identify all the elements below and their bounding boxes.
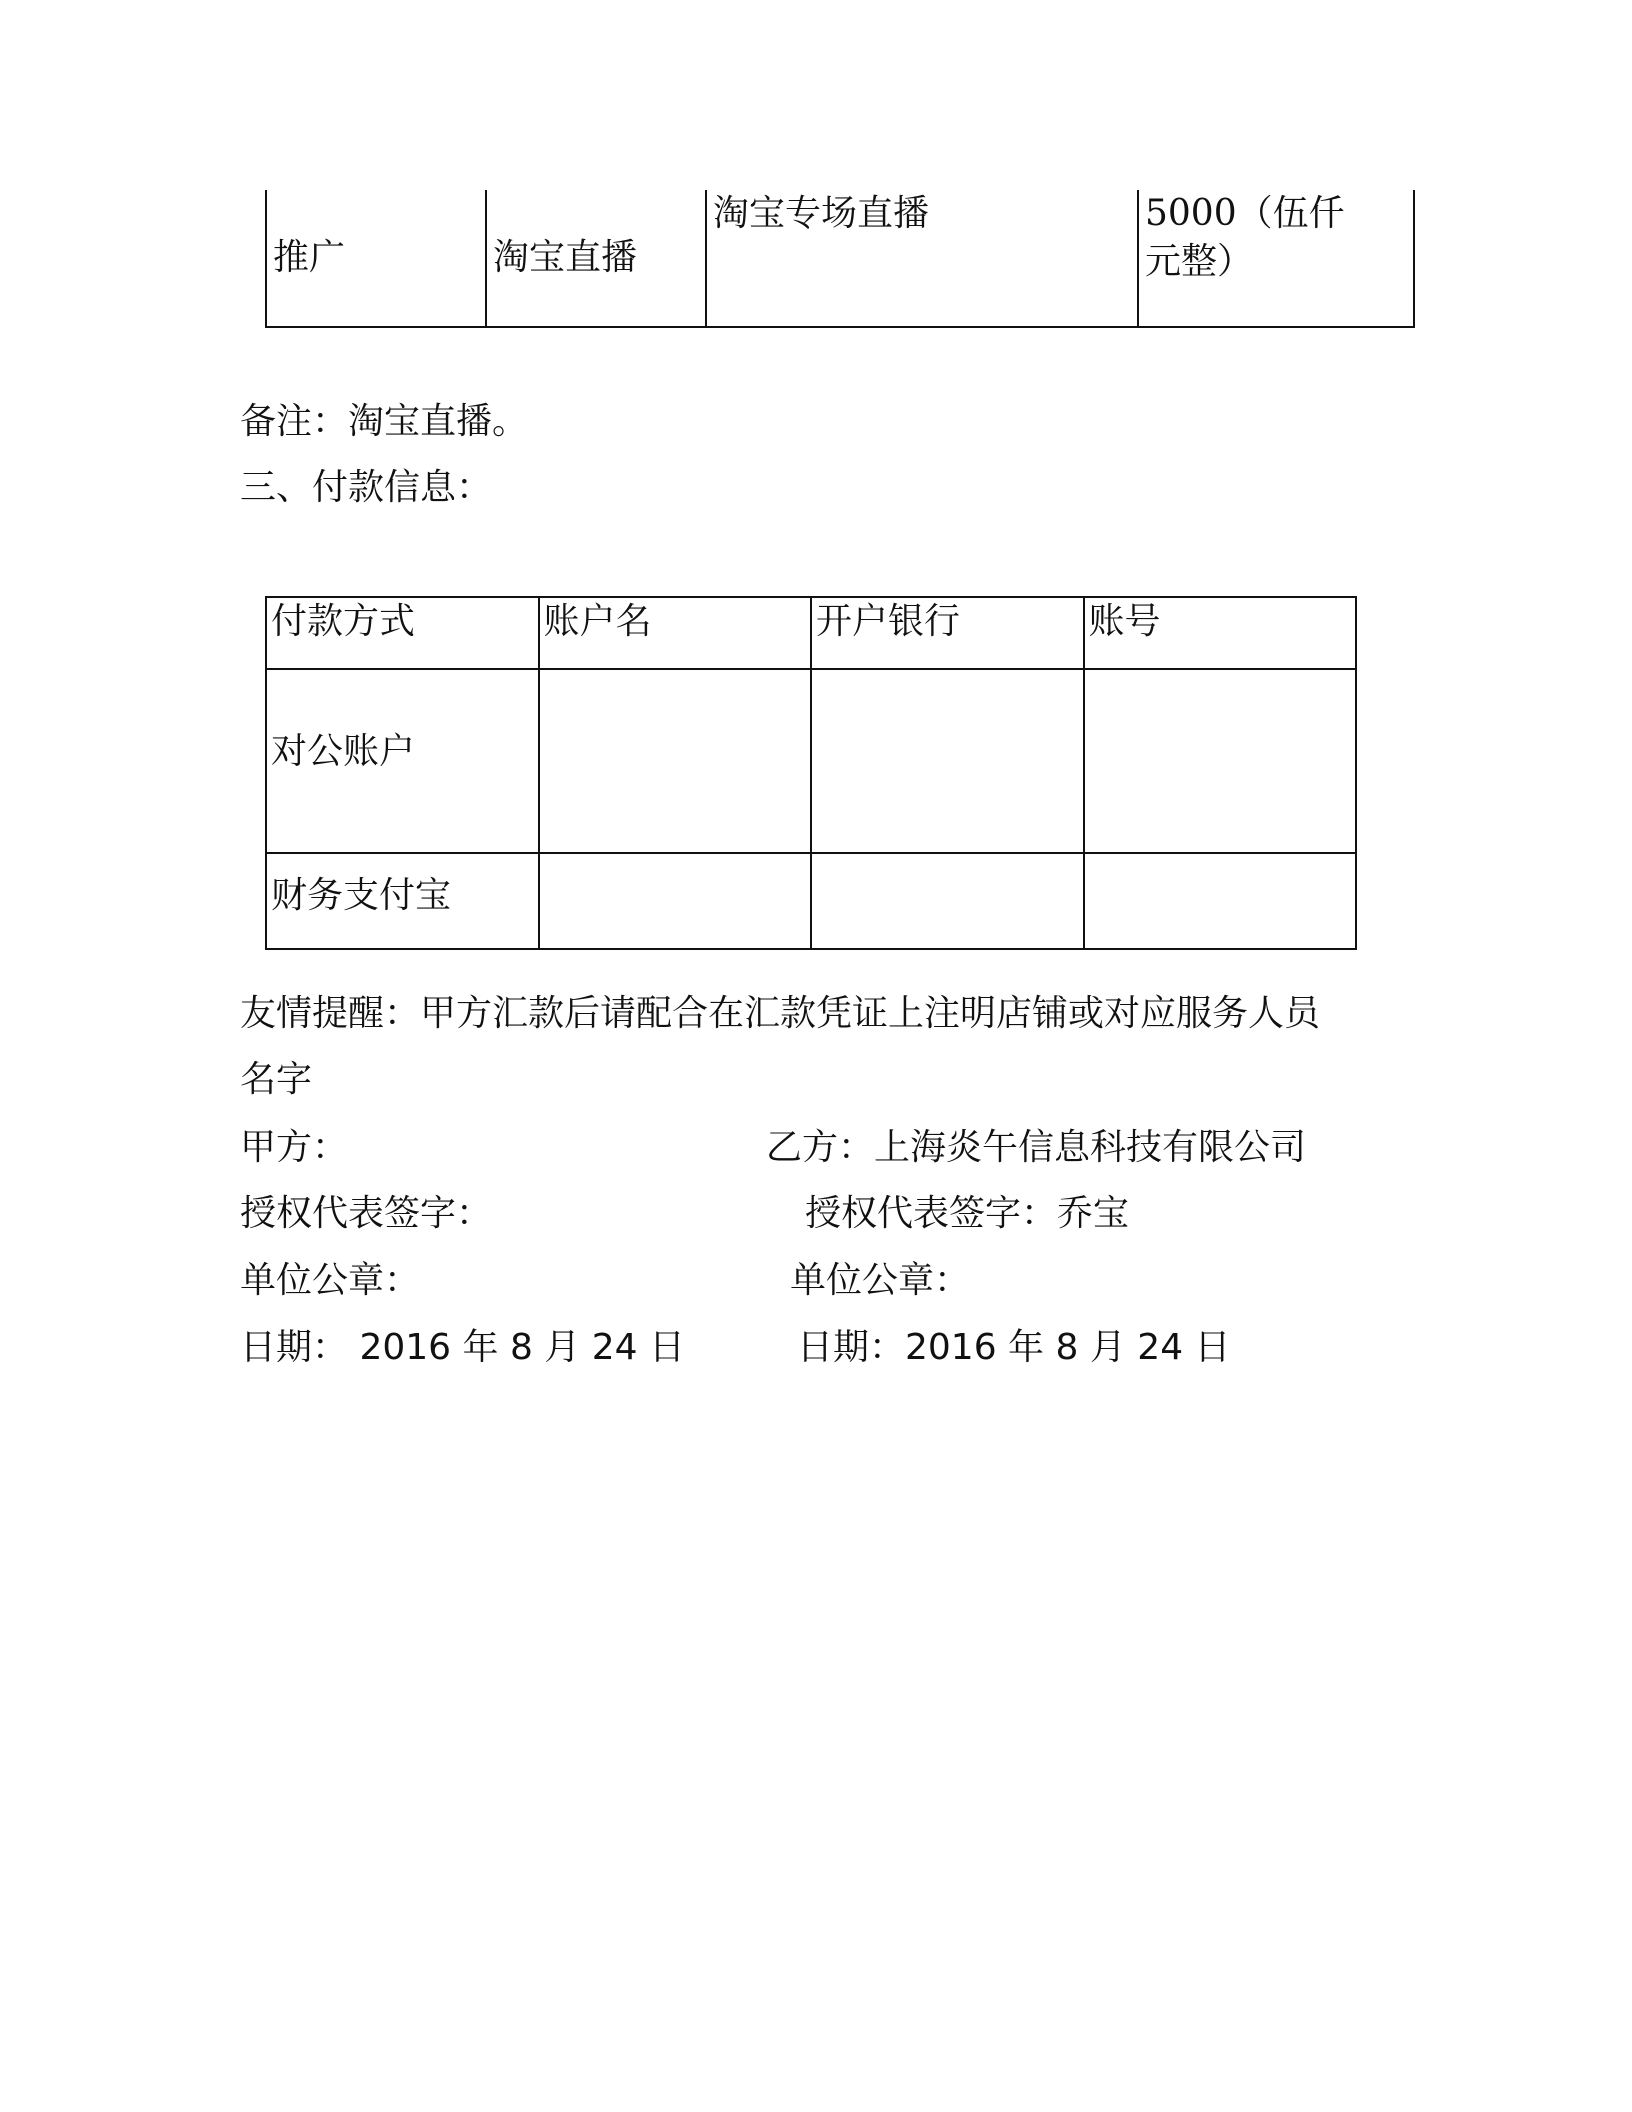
account-name-cell: [539, 853, 812, 949]
service-amount-cell: [1138, 190, 1414, 327]
header-account-name: 账户名: [539, 597, 812, 669]
table-row: [266, 190, 1414, 327]
service-platform-cell: 淘宝直播: [486, 190, 706, 327]
party-a-rep-sign: 授权代表签字：: [240, 1193, 493, 1234]
table-header-row: [266, 597, 1356, 669]
method-cell: 对公账户: [266, 669, 539, 853]
service-category-cell: 推广: [266, 190, 486, 327]
party-a-label: 甲方：: [240, 1127, 349, 1168]
method-cell: 财务支付宝: [266, 853, 539, 949]
party-b-rep-sign: 授权代表签字：乔宝: [805, 1193, 1130, 1234]
reminder-line-1: 友情提醒：甲方汇款后请配合在汇款凭证上注明店铺或对应服务人员: [240, 993, 1321, 1034]
party-b-seal: 单位公章：: [790, 1260, 971, 1301]
bank-cell: [811, 669, 1084, 853]
payment-table: [265, 596, 1357, 950]
party-b-label: 乙方：上海炎午信息科技有限公司: [766, 1127, 1307, 1168]
account-no-cell: [1084, 669, 1357, 853]
table-row: [266, 853, 1356, 949]
payment-section-title: 三、付款信息：: [240, 467, 493, 508]
party-b-date: 日期：2016 年 8 月 24 日: [797, 1327, 1231, 1368]
amount-line-2: 元整）: [1145, 241, 1254, 282]
header-method: 付款方式: [266, 597, 539, 669]
service-table: [265, 190, 1415, 328]
party-a-seal: 单位公章：: [240, 1260, 421, 1301]
reminder-line-2: 名字: [240, 1059, 313, 1100]
account-name-cell: [539, 669, 812, 853]
party-a-date: 日期： 2016 年 8 月 24 日: [240, 1327, 685, 1368]
header-account-no: 账号: [1084, 597, 1357, 669]
header-bank: 开户银行: [811, 597, 1084, 669]
bank-cell: [811, 853, 1084, 949]
account-no-cell: [1084, 853, 1357, 949]
remark-text: 备注：淘宝直播。: [240, 401, 529, 442]
amount-line-1: 5000（伍仟: [1145, 193, 1345, 234]
table-row: [266, 669, 1356, 853]
service-content-cell: 淘宝专场直播: [706, 190, 1138, 327]
